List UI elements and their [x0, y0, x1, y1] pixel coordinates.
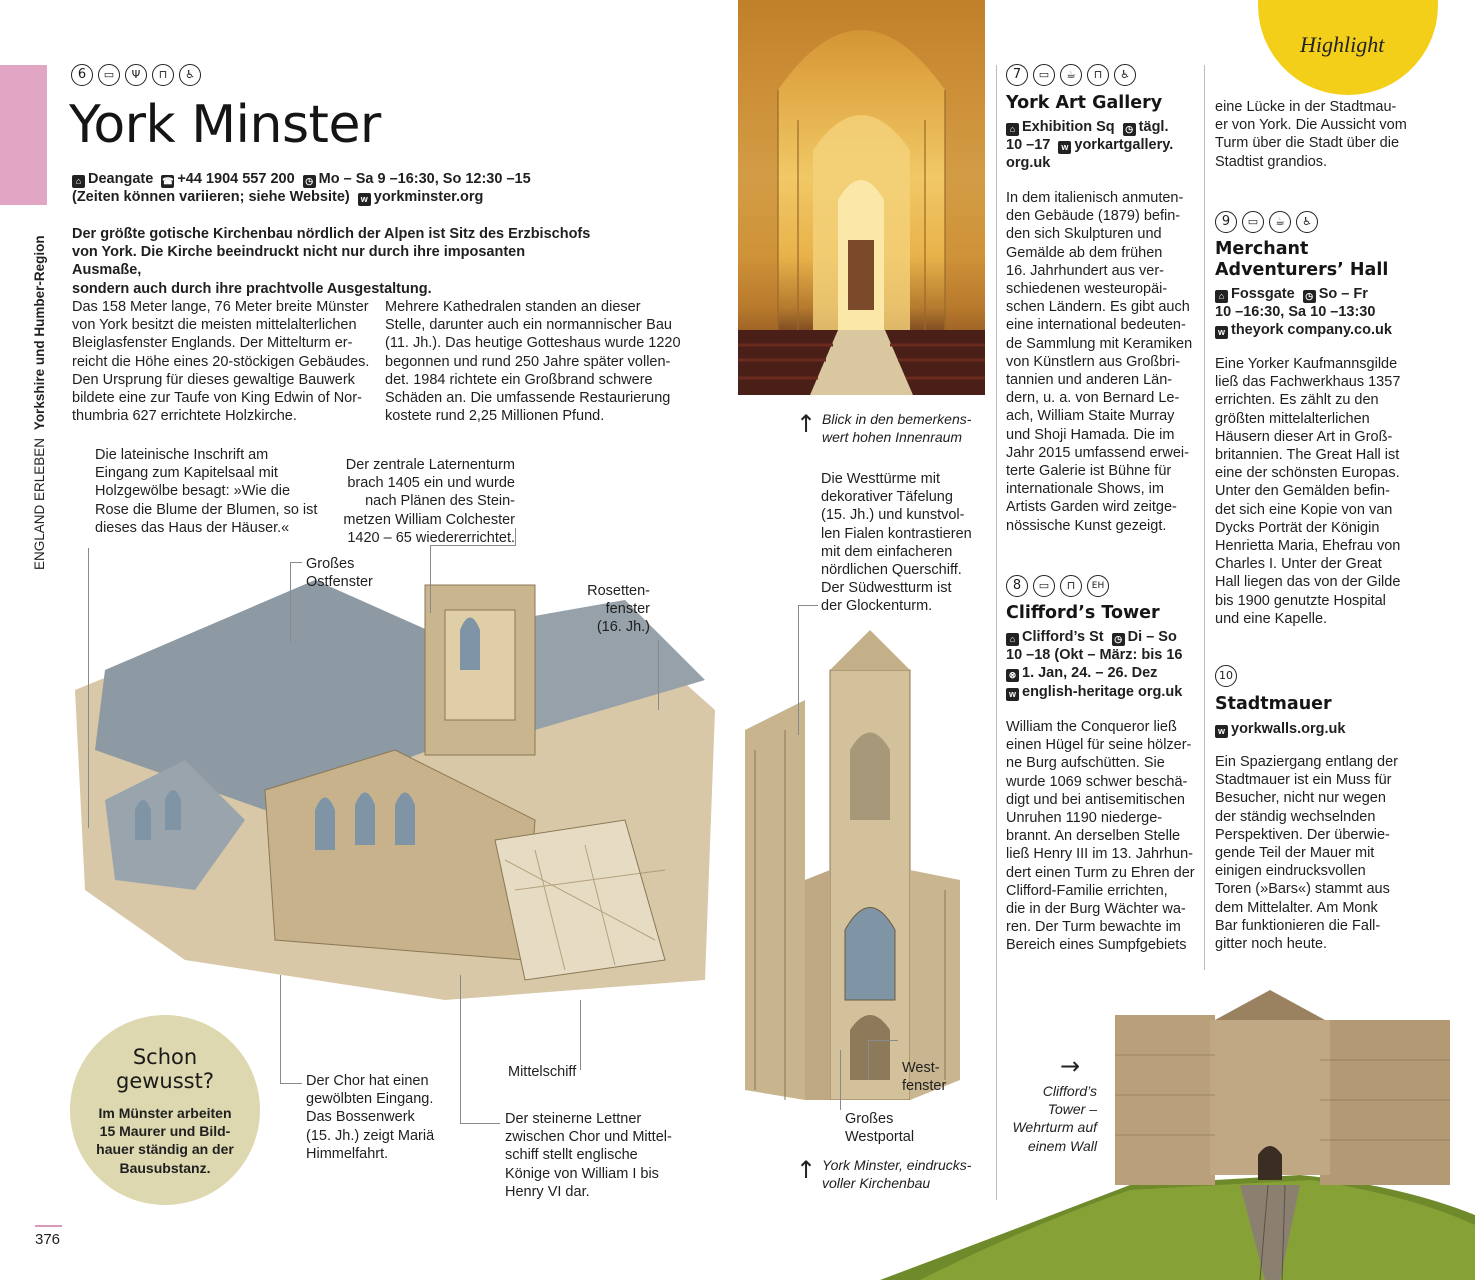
continuation-text: eine Lücke in der Stadtmau- er von York. Die Aussicht vom Turm über die Stadt über die Stadtist grandios. [1215, 99, 1407, 170]
merchant-hall-info [1215, 285, 1415, 340]
tower-photo-caption: Clifford’s Tower – Wehrturm auf einem Wall [1012, 1083, 1097, 1154]
illustration-caption: York Minster, eindrucks- voller Kirchenbau [822, 1157, 972, 1192]
callout-west-portal: Großes Westportal [845, 1111, 915, 1146]
card-icon: ▭ [1033, 64, 1055, 86]
up-arrow-icon: ↑ [796, 1156, 817, 1184]
city-wall-icons [1215, 665, 1237, 687]
card-icon: ▭ [98, 64, 120, 86]
web-icon: w [1006, 688, 1019, 701]
city-wall-info [1215, 720, 1415, 738]
york-minster-body-col2: Mehrere Kathedralen standen an dieser Stelle, darunter auch ein normannischer Bau (11. Jh.). Das heutige Gotteshaus wurde 1220 begonnen und rund 250 Jahre später vollen- det. 1984 richtete ein Großbrand schwere Schäden an. Die umfassende Restaurierung kostete rund 2,25 Millionen Pfund. [385, 299, 681, 425]
interior-photo-caption: Blick in den bemerkens- wert hohen Innenraum [822, 411, 972, 446]
merchant-hall-body: Eine Yorker Kaufmannsgilde ließ das Fachwerkhaus 1357 errichten. Es zählt zu den größten mittelalterlichen Häusern dieser Art in Groß- britannien. The Great Hall ist eine der schönsten Europas. Unter den Gemälden befin- det sich eine Kopie von van Dycks Porträt der Königin Henrietta Maria, Ehefrau von Charles I. Unter der Great Hall liegen das von der Gilde bis 1900 genutzte Hospital und eine Kapelle. [1215, 356, 1401, 627]
address: Exhibition Sq [1022, 119, 1115, 135]
york-minster-icons [71, 64, 201, 86]
website-link[interactable]: english-heritage org.uk [1022, 683, 1183, 700]
city-wall-body: Ein Spaziergang entlang der Stadtmauer ist ein Muss für Besucher, nicht nur wegen der ständig wechselnden Perspektiven. Der überwie- gende Teil der Mauer mit einigen eindrucksvollen Toren (»Bars«) stammt aus dem Mittelalter. Am Monk Bar funktionieren die Fall- gitter noch heute. [1215, 754, 1398, 953]
address-icon: ⌂ [1215, 290, 1228, 303]
address: Clifford’s St [1022, 629, 1104, 645]
website-link[interactable]: yorkminster.org [373, 189, 484, 206]
art-gallery-body: In dem italienisch anmuten- den Gebäude (1879) befin- den sich Skulpturen und Gemälde ab dem frühen 16. Jahrhundert aus ver- schiedenen westeuropäi- schen Ländern. Es gibt auch eine international bedeuten- de Sammlung mit Keramiken von Künstlern aus Großbri- tannien und anderen Län- dern, u. a. von Bernard Le- ach, William Staite Murray und Shoji Hamada. Die im Jahr 2015 umfassend erwei- terte Galerie ist Bühne für internationale Shows, im Artists Garden wird zeitge- nössische Kunst gezeigt. [1006, 190, 1193, 534]
hours: So – Fr [1318, 286, 1368, 302]
clock-icon: ◷ [1303, 290, 1316, 303]
page-title: York Minster [69, 95, 381, 155]
callout-nave: Mittelschiff [508, 1064, 577, 1080]
hours-note: (Zeiten können variieren; siehe Website) [72, 189, 350, 206]
entry-number: 8 [1006, 575, 1028, 597]
callout-choir: Der Chor hat einen gewölbten Eingang. Das Bossenwerk (15. Jh.) zeigt Mariä Himmelfahrt. [306, 1073, 435, 1162]
callout-rose-window: Rosetten- fenster (16. Jh.) [587, 583, 650, 636]
callout-inscription: Die lateinische Inschrift am Eingang zum Kapitelsaal mit Holzgewölbe besagt: »Wie die Rose die Blume der Blumen, so ist dieses das Haus der Häuser.« [95, 447, 318, 536]
address-icon: ⌂ [72, 175, 85, 188]
york-minster-intro: Der größte gotische Kirchenbau nördlich der Alpen ist Sitz des Erzbischofs von York. Die Kirche beeindruckt nicht nur durch ihre imposanten Ausmaße, sondern auch durch ihre prachtvolle Ausgestaltung. [72, 226, 591, 297]
side-label-bold: Yorkshire und Humber-Region [32, 235, 47, 431]
web-icon: w [1058, 141, 1071, 154]
merchant-hall-icons [1215, 211, 1318, 233]
cafe-icon: ☕ [1060, 64, 1082, 86]
up-arrow-icon: ↑ [796, 410, 817, 438]
cafe-icon: ☕ [1269, 211, 1291, 233]
cliffords-tower-photo [880, 985, 1475, 1280]
clock-icon: ◷ [303, 175, 316, 188]
shop-icon: ⊓ [1060, 575, 1082, 597]
side-tab [0, 65, 47, 205]
wheelchair-icon: ♿ [1296, 211, 1318, 233]
callout-lantern-tower: Der zentrale Laternenturm brach 1405 ein und wurde nach Plänen des Stein- metzen William Colchester 1420 – 65 wiedererrichtet. [343, 457, 515, 546]
hours-times: 10 –17 [1006, 137, 1051, 154]
website-link[interactable]: theyork company.co.uk [1231, 322, 1392, 339]
wheelchair-icon: ♿ [1114, 64, 1136, 86]
shop-icon: ⊓ [152, 64, 174, 86]
did-you-know-title: Schon gewusst? [116, 1045, 214, 1093]
card-icon: ▭ [1033, 575, 1055, 597]
cliffords-tower-icons [1006, 575, 1109, 597]
entry-number: 9 [1215, 211, 1237, 233]
address: Fossgate [1231, 286, 1295, 302]
page-number: 376 [35, 1231, 61, 1248]
shop-icon: ⊓ [1087, 64, 1109, 86]
york-minster-body-col1: Das 158 Meter lange, 76 Meter breite Münster von York besitzt die meisten mittelalterlichen Bleiglasfenster Englands. Der Mittelturm er- reicht die Höhe eines 20-stöckigen Gebäudes. Den Ursprung für dieses gewaltige Bauwerk bildete eine zur Taufe von King Edwin of Nor- thumbria 627 errichtete Holzkirche. [72, 299, 370, 425]
card-icon: ▭ [1242, 211, 1264, 233]
web-icon: w [358, 193, 371, 206]
wheelchair-icon: ♿ [179, 64, 201, 86]
website-link-cont[interactable]: org.uk [1006, 155, 1051, 172]
website-link[interactable]: yorkartgallery. [1074, 137, 1174, 154]
entry-number: 7 [1006, 64, 1028, 86]
page-number-rule [35, 1225, 62, 1227]
callout-west-towers: Die Westtürme mit dekorativer Täfelung (15. Jh.) und kunstvol- len Fialen kontrastieren mit dem einfacheren nördlichen Querschiff. Der Südwestturm ist der Glockenturm. [821, 471, 972, 615]
address-icon: ⌂ [1006, 633, 1019, 646]
hours-times: 10 –16:30, Sa 10 –13:30 [1215, 304, 1376, 321]
art-gallery-info [1006, 118, 1196, 173]
callout-west-window: West- fenster [902, 1060, 947, 1095]
city-wall-title: Stadtmauer [1215, 694, 1332, 714]
york-minster-info [72, 170, 592, 206]
address-icon: ⌂ [1006, 123, 1019, 136]
cliffords-tower-title: Clifford’s Tower [1006, 603, 1160, 623]
web-icon: w [1215, 326, 1228, 339]
hours: Mo – Sa 9 –16:30, So 12:30 –15 [318, 171, 531, 187]
website-link[interactable]: yorkwalls.org.uk [1231, 721, 1346, 737]
phone: +44 1904 557 200 [177, 171, 295, 187]
interior-photo [738, 0, 985, 395]
callout-choir-screen: Der steinerne Lettner zwischen Chor und Mittel- schiff stellt englische Könige von William I bis Henry VI dar. [505, 1111, 672, 1200]
address: Deangate [88, 171, 154, 187]
right-arrow-icon: → [1060, 1052, 1081, 1080]
cliffords-tower-info [1006, 628, 1201, 701]
entry-number: 6 [71, 64, 93, 86]
entry-number: 10 [1215, 665, 1237, 687]
highlight-label: Highlight [1300, 32, 1385, 57]
did-you-know-text: Im Münster arbeiten 15 Maurer und Bild- hauer ständig an der Bausubstanz. [96, 1105, 234, 1176]
web-icon: w [1215, 725, 1228, 738]
art-gallery-icons [1006, 64, 1136, 86]
restaurant-icon: Ψ [125, 64, 147, 86]
english-heritage-badge: EH [1087, 575, 1109, 597]
hours: Di – So [1127, 629, 1177, 645]
hours: tägl. [1138, 119, 1169, 135]
side-running-head [32, 235, 47, 570]
callout-east-window: Großes Ostfenster [306, 556, 373, 591]
phone-icon: ☎ [162, 176, 174, 186]
side-label-light: ENGLAND ERLEBEN [32, 437, 47, 570]
closed-days: 1. Jan, 24. – 26. Dez [1022, 665, 1158, 682]
hours-times: 10 –18 (Okt – März: bis 16 [1006, 647, 1183, 664]
nave-drawing [738, 0, 985, 395]
cliffords-tower-body: William the Conqueror ließ einen Hügel für seine hölzer- ne Burg aufschütten. Sie wurde 1069 schwer beschä- digt und bei antisemitischen Unruhen 1190 niederge- brannt. An derselben Stelle ließ Henry III im 13. Jahrhun- dert einen Turm zu Ehren der Clifford-Familie errichten, die in der Burg Wächter wa- ren. Der Turm bewachte im Bereich eines Sumpfgebiets [1006, 719, 1195, 954]
closed-icon: ⊗ [1006, 669, 1019, 682]
merchant-hall-title: Merchant Adventurers’ Hall [1215, 239, 1389, 280]
art-gallery-title: York Art Gallery [1006, 93, 1163, 113]
clock-icon: ◷ [1123, 123, 1136, 136]
clock-icon: ◷ [1112, 633, 1125, 646]
